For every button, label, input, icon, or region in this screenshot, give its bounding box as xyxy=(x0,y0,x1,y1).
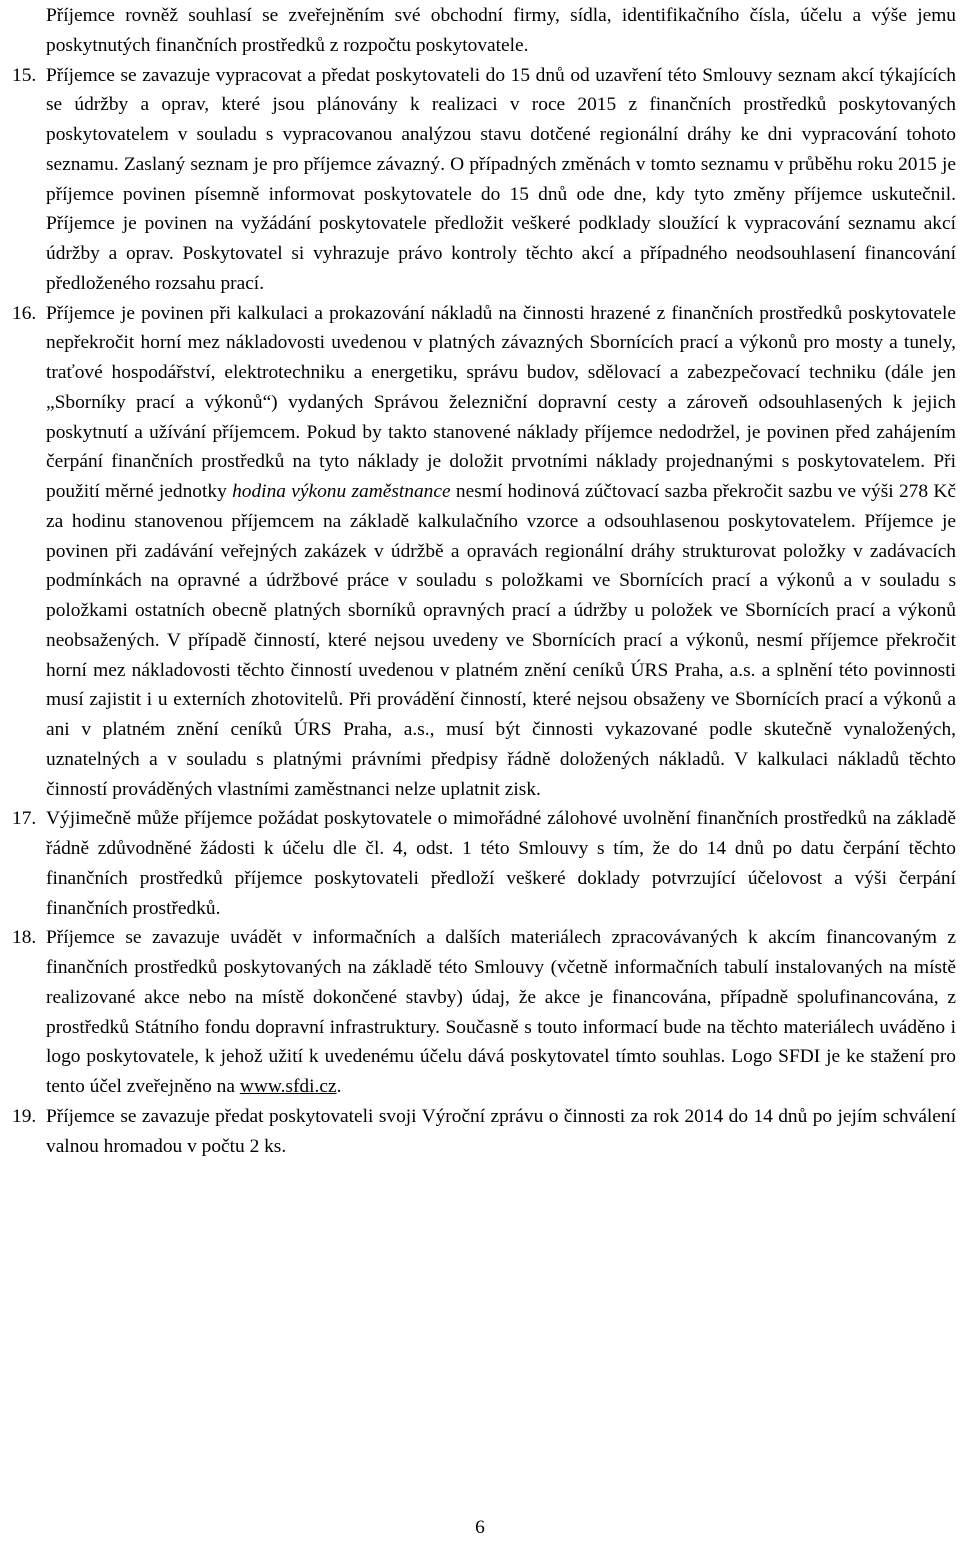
clause-17 xyxy=(12,804,956,923)
italic-term: hodina výkonu zaměstnance xyxy=(232,481,451,502)
clause-text: Příjemce se zavazuje vypracovat a předat poskytovateli do 15 dnů od uzavření této Smlouvy seznam akcí týkajících se údržby a oprav, které jsou plánovány k realizaci v roce 2015 z finančních prostředků poskytovaných poskytovatelem v souladu s vypracovanou analýzou stavu dotčené regionální dráhy ke dni vypracování tohoto seznamu. Zaslaný seznam je pro příjemce závazný. O případných změnách v tomto seznamu v průběhu roku 2015 je příjemce povinen písemně informovat poskytovatele do 15 dnů ode dne, kdy tyto změny příjemce uskutečnil. Příjemce je povinen na vyžádání poskytovatele předložit veškeré podklady sloužící k vypracování seznamu akcí údržby a oprav. Poskytovatel si vyhrazuje právo kontroly těchto akcí a případného neodsouhlasení financování předloženého rozsahu prací. xyxy=(46,64,956,294)
page-number: 6 xyxy=(475,1517,485,1538)
clause-text-part: . xyxy=(336,1076,342,1097)
clause-number: 18. xyxy=(12,927,37,949)
clause-text-part: Příjemce se zavazuje uvádět v informačních a dalších materiálech zpracovávaných k akcím financovaným z finančních prostředků poskytovaných na základě této Smlouvy (včetně informačních tabulí instalovaných na místě realizované akce nebo na místě dokončené stavby) údaj, že akce je financována, případně spolufinancována, z prostředků Státního fondu dopravní infrastruktury. Současně s touto informací bude na těchto materiálech uváděno i logo poskytovatele, k jehož užití k uvedenému účelu dává poskytovatel tímto souhlas. Logo SFDI je ke stažení pro tento účel zveřejněno na xyxy=(46,927,956,1097)
clause-text xyxy=(46,923,956,1102)
clause-number: 19. xyxy=(12,1105,37,1127)
sfdi-website-link[interactable]: www.sfdi.cz xyxy=(239,1076,337,1097)
clause-number: 16. xyxy=(12,302,37,324)
clause-16 xyxy=(12,299,956,805)
clause-text-part: Příjemce je povinen při kalkulaci a prokazování nákladů na činnosti hrazené z finančních prostředků poskytovatele nepřekročit horní mez nákladovosti uvedenou v platných závazných Sbornících prací a výkonů pro mosty a tunely, traťové hospodářství, elektrotechniku a energetiku, správu budov, sdělovací a zabezpečovací techniku (dále jen „Sborníky prací a výkonů“) vydaných Správou železniční dopravní cesty a zároveň odsouhlasených k jejich poskytnutí a užívání příjemcem. Pokud by takto stanovené náklady příjemce nedodržel, je povinen před zahájením čerpání finančních prostředků na tyto náklady je doložit prvotními náklady projednanými s poskytovatelem. Při použití měrné jednotky xyxy=(46,302,956,502)
clause-text-part: nesmí hodinová zúčtovací sazba překročit sazbu ve výši 278 Kč za hodinu stanovenou příjemcem na základě kalkulačního vzorce a odsouhlasenou poskytovatelem. Příjemce je povinen při zadávání veřejných zakázek v údržbě a opravách regionální dráhy strukturovat položky v zadávacích podmínkách na opravné a údržbové práce v souladu s položkami ve Sbornících prací a výkonů a v souladu s položkami ostatních obecně platných sborníků opravných prací a údržby u položek ve Sbornících prací a výkonů neobsažených. V případě činností, které nejsou uvedeny ve Sbornících prací a výkonů, nesmí příjemce překročit horní mez nákladovosti těchto činností uvedenou v platném znění ceníků ÚRS Praha, a.s. a splnění této povinnosti musí zajistit i u externích zhotovitelů. Při provádění činností, které nejsou obsaženy ve Sbornících prací a výkonů a ani v platném znění ceníků ÚRS Praha, a.s., musí být činnosti vykazované podle skutečně vynaložených, uznatelných a v souladu s platnými právními předpisy řádně doložených nákladů. V kalkulaci nákladů těchto činností prováděných vlastními zaměstnanci nelze uplatnit zisk. xyxy=(46,481,956,800)
document-body xyxy=(12,1,956,1161)
clause-number: 17. xyxy=(12,808,37,830)
clause-text: Příjemce se zavazuje předat poskytovateli svoji Výroční zprávu o činnosti za rok 2014 do 14 dnů po jejím schválení valnou hromadou v počtu 2 ks. xyxy=(46,1105,956,1157)
clause-18 xyxy=(12,923,956,1102)
clause-19 xyxy=(12,1102,956,1162)
clause-text: Výjimečně může příjemce požádat poskytovatele o mimořádné zálohové uvolnění finančních prostředků na základě řádně zdůvodněné žádosti k účelu dle čl. 4, odst. 1 této Smlouvy s tím, že do 14 dnů po datu čerpání těchto finančních prostředků příjemce poskytovateli předloží veškeré doklady potvrzující účelovost a výši čerpání finančních prostředků. xyxy=(46,808,956,919)
clause-15 xyxy=(12,61,956,299)
clause-text xyxy=(46,299,956,805)
intro-paragraph: Příjemce rovněž souhlasí se zveřejněním své obchodní firmy, sídla, identifikačního čísla, účelu a výše jemu poskytnutých finančních prostředků z rozpočtu poskytovatele. xyxy=(46,5,956,56)
clause-number: 15. xyxy=(12,64,37,86)
